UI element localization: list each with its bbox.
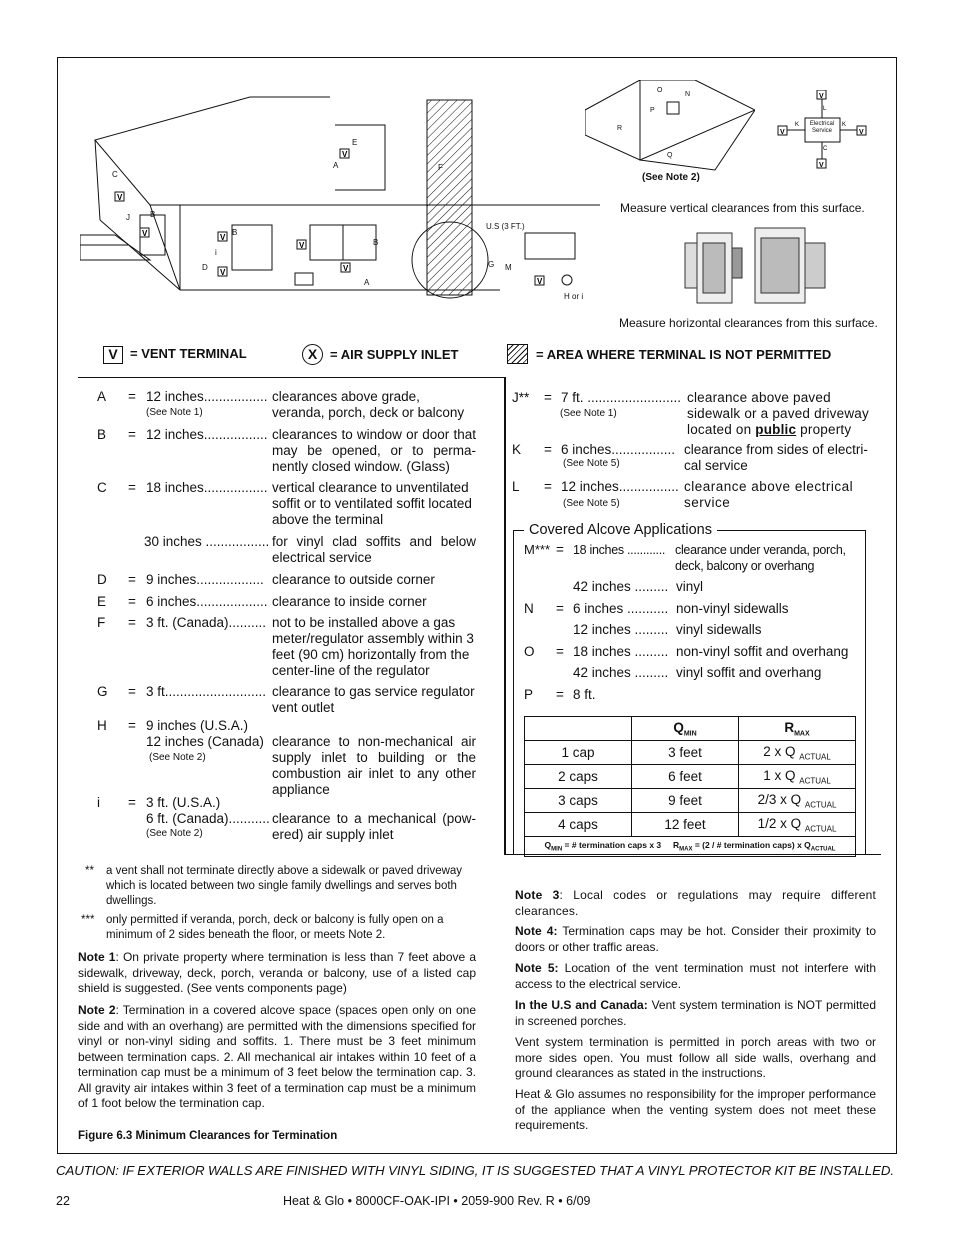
page-number: 22 [56,1194,70,1208]
note1: Note 1: On private property where termination is less than 7 feet above a sidewalk, driveway, deck, porch, veranda or balcony, use of a listed cap shield is suggested. (See vents components page) [78,950,476,995]
item-desc: non-vinyl soffit and overhang [676,644,849,659]
item-value: 12 inches................ [561,479,679,494]
note-us-canada: In the U.S and Canada: Vent system termination is NOT permitted in screened porches. [515,998,876,1028]
item-value: 9 inches (U.S.A.) [146,718,249,733]
item-value: 18 inches ......... [573,644,669,659]
caps-table: $Q_{MIN}$ $R_{MAX}$ 1 cap 3 feet 2 x Q $_{ACTUAL}$ 2 caps 6 feet 1 x Q $_{ACTUAL}$ 3 caps 9 feet 2/3 x Q $_{ACTUAL}$ 4 caps 12 feet 1/2 x Q $_{ACTUAL}$ $Q_{MIN}$ = # termination caps x 3 $R_{MAX} = (2$ / # termination caps) x $Q_{ACTUAL}$ [524,716,856,857]
svg-text:V: V [819,93,824,100]
footnote-mark: *** [81,914,95,926]
item-desc: clearance above electrical service [684,479,854,510]
svg-text:F: F [438,163,443,172]
item-letter: M*** [524,542,551,557]
item-note: (See Note 5) [563,498,620,509]
item-value: 18 inches................. [146,480,268,495]
item-value: 42 inches ......... [573,665,669,680]
svg-text:E: E [352,138,358,147]
svg-text:A: A [364,278,370,287]
item-note: (See Note 1) [560,408,617,419]
svg-text:C: C [823,146,828,152]
item-desc: clearance from sides of electri-cal service [684,442,868,473]
item-letter: H [97,718,107,733]
svg-text:D: D [202,263,208,272]
item-letter: O [524,644,535,659]
item-letter: E [97,594,107,609]
item-desc: vinyl sidewalls [676,622,762,637]
table-row: 2 caps 6 feet 1 x Q $_{ACTUAL}$ [525,765,856,789]
svg-text:M: M [505,263,512,272]
measure-vertical-text: Measure vertical clearances from this surface. [620,201,865,215]
item-letter: C [97,480,107,495]
svg-text:V: V [220,233,226,242]
svg-text:V: V [859,129,864,136]
item-letter: J** [512,390,530,405]
item-desc: vinyl soffit and overhang [676,665,822,680]
item-value: 42 inches ......... [573,579,669,594]
item-desc: clearance to gas service regulator vent outlet [272,684,475,715]
item-value: 30 inches ................. [144,534,270,549]
item-value: 12 inches................. [146,389,268,404]
item-letter: B [97,427,107,442]
svg-text:K: K [842,122,847,128]
house-diagram [80,95,600,310]
item-value: 3 ft. (U.S.A.) [146,795,221,810]
note-responsibility: Heat & Glo assumes no responsibility for the improper performance of the appliance when the venting system does not meet these requirements. [515,1087,876,1132]
item-value: 6 inches................... [146,594,268,609]
svg-text:V: V [342,150,348,159]
svg-text:B: B [373,238,379,247]
item-value: 3 ft........................... [146,684,267,699]
footnote-text: a vent shall not terminate directly above a sidewalk or paved driveway which is located between two single family dwellings and serves both dwellings. [106,865,463,907]
item-desc: clearances to window or door that may be opened, or to perma-nently closed window. (Glass) [272,427,476,474]
item-value: 6 inches................. [561,442,676,457]
item-value2: 6 ft. (Canada)........... [146,811,270,826]
svg-text:V: V [299,241,305,250]
svg-text:O: O [657,87,663,94]
svg-text:P: P [650,107,655,114]
table-row: 3 caps 9 feet 2/3 x Q $_{ACTUAL}$ [525,789,856,813]
note5: Note 5: Location of the vent termination must not interfere with access to the electrical service. [515,961,877,991]
table-footnote: $Q_{MIN}$ = # termination caps x 3 $R_{MAX} = (2$ / # termination caps) x $Q_{ACTUAL}$ [525,837,856,857]
footnote-text: only permitted if veranda, porch, deck or balcony is fully open on a minimum of 2 sides beneath the floor, or meets Note 2. [106,914,444,941]
note-porch: Vent system termination is permitted in porch areas with two or more sides open. You must follow all side walls, overhang and ground clearances as stated in the instructions. [515,1035,876,1080]
item-note: (See Note 2) [149,752,206,763]
svg-text:V: V [142,229,148,238]
footnote-mark: ** [85,865,94,877]
svg-text:Q: Q [667,152,673,159]
item-letter: L [512,479,520,494]
item-desc: clearance under veranda, porch, deck, balcony or overhang [675,543,846,573]
figure-caption: Figure 6.3 Minimum Clearances for Termination [78,1130,338,1142]
item-letter: F [97,615,106,630]
item-value: 3 ft. (Canada).......... [146,615,267,630]
svg-text:C: C [112,170,118,179]
svg-text:V: V [780,129,785,136]
table-row: 4 caps 12 feet 1/2 x Q $_{ACTUAL}$ [525,813,856,837]
footer-doc-info: Heat & Glo • 8000CF-OAK-IPI • 2059-900 Rev. R • 6/09 [283,1194,591,1208]
item-value: 12 inches................. [146,427,268,442]
item-note: (See Note 2) [146,828,203,839]
item-value: 7 ft. ......................... [561,390,682,405]
item-letter: N [524,601,534,616]
svg-text:B: B [150,210,156,219]
item-value2: 12 inches (Canada) [146,734,264,749]
h-or-i-label: H or i [564,292,584,301]
svg-text:L: L [823,106,827,112]
item-value: 9 inches.................. [146,572,264,587]
table-row: 1 cap 3 feet 2 x Q $_{ACTUAL}$ [525,741,856,765]
item-desc: non-vinyl sidewalls [676,601,789,616]
item-desc: clearance above paved sidewalk or a paved driveway located on public property [687,390,869,437]
item-desc: clearance to outside corner [272,572,435,587]
item-desc: not to be installed above a gas meter/regulator assembly within 3 feet (90 cm) horizontally from the center-line of the regulator [272,615,474,678]
item-value: 12 inches ......... [573,622,669,637]
svg-text:K: K [795,122,800,128]
caution-text: CAUTION: IF EXTERIOR WALLS ARE FINISHED WITH VINYL SIDING, IT IS SUGGESTED THAT A VINYL PROTECTOR KIT BE INSTALLED. [56,1163,894,1178]
item-desc: clearance to non-mechanical air supply inlet to building or the combustion air inlet to any other appliance [272,734,476,797]
item-letter: P [524,687,534,702]
us-3ft-label: U.S (3 FT.) [486,222,525,231]
svg-text:V: V [117,193,123,202]
item-letter: D [97,572,107,587]
measure-horizontal-text: Measure horizontal clearances from this surface. [619,316,878,330]
electrical-service-label: Electrical Service [809,121,835,134]
air-supply-icon: X [302,344,323,365]
item-letter: A [97,389,107,404]
item-note: (See Note 5) [563,458,620,469]
air-supply-legend: = AIR SUPPLY INLET [330,347,459,362]
svg-text:G: G [488,260,495,269]
svg-text:A: A [333,161,339,170]
see-note2-label: (See Note 2) [642,172,700,183]
note2: Note 2: Termination in a covered alcove space (spaces open only on one side and with an overhang) are permitted with the dimensions specified for vinyl or non-vinyl siding and soffits. 1. There must be 3 feet minimum between termination caps. 2. All mechanical air intakes within 10 feet of a termination cap must be a minimum of 3 feet below the termination cap. 3. All gravity air intakes within 3 feet of a termination cap must be a minimum of 1 foot below the termination cap. [78,1003,476,1110]
item-note: (See Note 1) [146,407,203,418]
svg-text:V: V [819,162,824,169]
not-permitted-legend: = AREA WHERE TERMINAL IS NOT PERMITTED [536,347,832,362]
svg-text:N: N [685,91,691,98]
note3: Note 3: Local codes or regulations may require different clearances. [515,888,877,918]
item-value: 8 ft. [573,687,596,702]
vent-terminal-icon: V [103,346,123,364]
svg-text:V: V [220,268,226,277]
svg-text:R: R [617,125,623,132]
item-value: 6 inches ........... [573,601,669,616]
svg-text:V: V [537,277,543,286]
item-desc: clearance to a mechanical (pow-ered) air supply inlet [272,811,476,842]
not-permitted-icon [507,344,528,364]
svg-text:i: i [215,248,217,257]
note4: Note 4: Termination caps may be hot. Consider their proximity to doors or other traffic areas. [515,924,877,954]
svg-text:V: V [343,264,349,273]
item-desc: for vinyl clad soffits and below electrical service [272,534,476,565]
item-desc: vertical clearance to unventilated soffit or to ventilated soffit located above the terminal [272,480,472,527]
svg-text:B: B [232,228,238,237]
item-desc: clearance to inside corner [272,594,427,609]
svg-text:J: J [126,213,130,222]
item-letter: K [512,442,522,457]
alcove-title: Covered Alcove Applications [524,521,717,539]
item-letter: i [97,795,100,810]
item-value: 18 inches ............ [573,543,666,557]
item-desc: vinyl [676,579,704,594]
item-letter: G [97,684,108,699]
vent-terminal-images [675,218,835,313]
vent-terminal-legend: = VENT TERMINAL [130,346,247,361]
item-desc: clearances above grade, veranda, porch, deck or balcony [272,389,465,420]
